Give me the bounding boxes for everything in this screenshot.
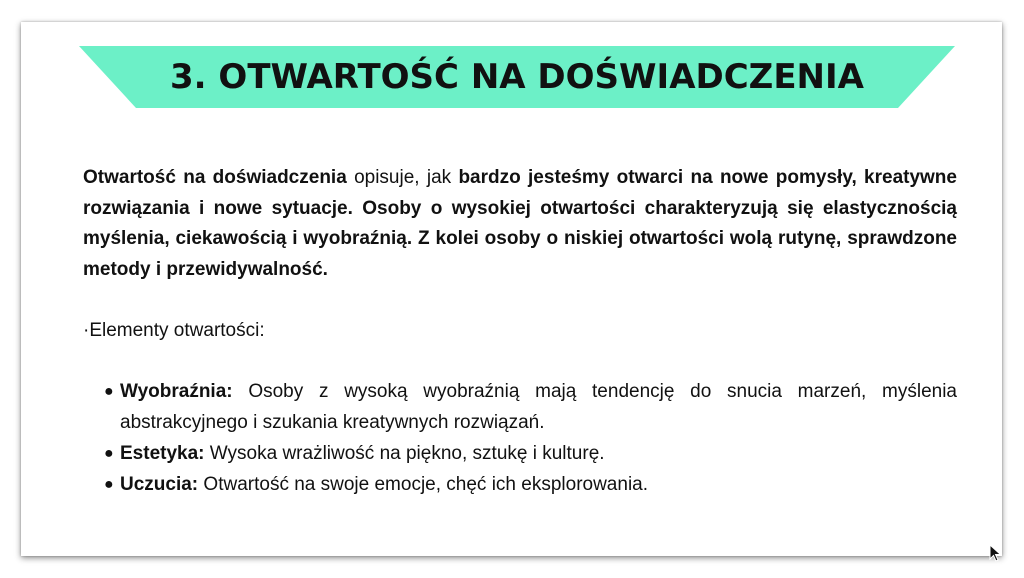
slide (21, 22, 1002, 556)
bullet-icon: ● (104, 476, 114, 493)
list-item-aesthetics (104, 438, 957, 469)
intro-paragraph (83, 163, 957, 285)
item-description: Wysoka wrażliwość na piękno, sztukę i kulturę. (204, 443, 605, 464)
page-title: 3. OTWARTOŚĆ NA DOŚWIADCZENIA (170, 57, 864, 97)
intro-term: Otwartość na doświadczenia (83, 167, 347, 188)
item-description: Osoby z wysoką wyobraźnią mają tendencję do snucia marzeń, myślenia abstrakcyjnego i szukania kreatywnych rozwiązań. (120, 381, 957, 433)
item-term: Uczucia: (120, 474, 199, 495)
intro-connector: opisuje, jak (346, 167, 459, 188)
bullet-icon: ● (104, 383, 114, 400)
mouse-pointer-icon (989, 544, 1003, 562)
item-term: Estetyka: (120, 443, 205, 464)
elements-subheading: ·Elementy otwartości: (83, 320, 265, 341)
elements-list (104, 376, 957, 500)
intro-description: bardzo jesteśmy otwarci na nowe pomysły, kreatywne rozwiązania i nowe sytuacje. Osoby o wysokiej otwartości charakteryzują się elastycznością myślenia, ciekawością i wyobraźnią. Z kolei osoby o niskiej otwartości wolą rutynę, sprawdzone metody i przewidywalność. (83, 167, 957, 280)
bullet-icon: ● (104, 445, 114, 462)
title-banner (79, 46, 955, 108)
item-term: Wyobraźnia: (120, 381, 233, 402)
item-description: Otwartość na swoje emocje, chęć ich eksplorowania. (198, 474, 649, 495)
list-item-feelings (104, 469, 957, 500)
list-item-imagination (104, 376, 957, 438)
